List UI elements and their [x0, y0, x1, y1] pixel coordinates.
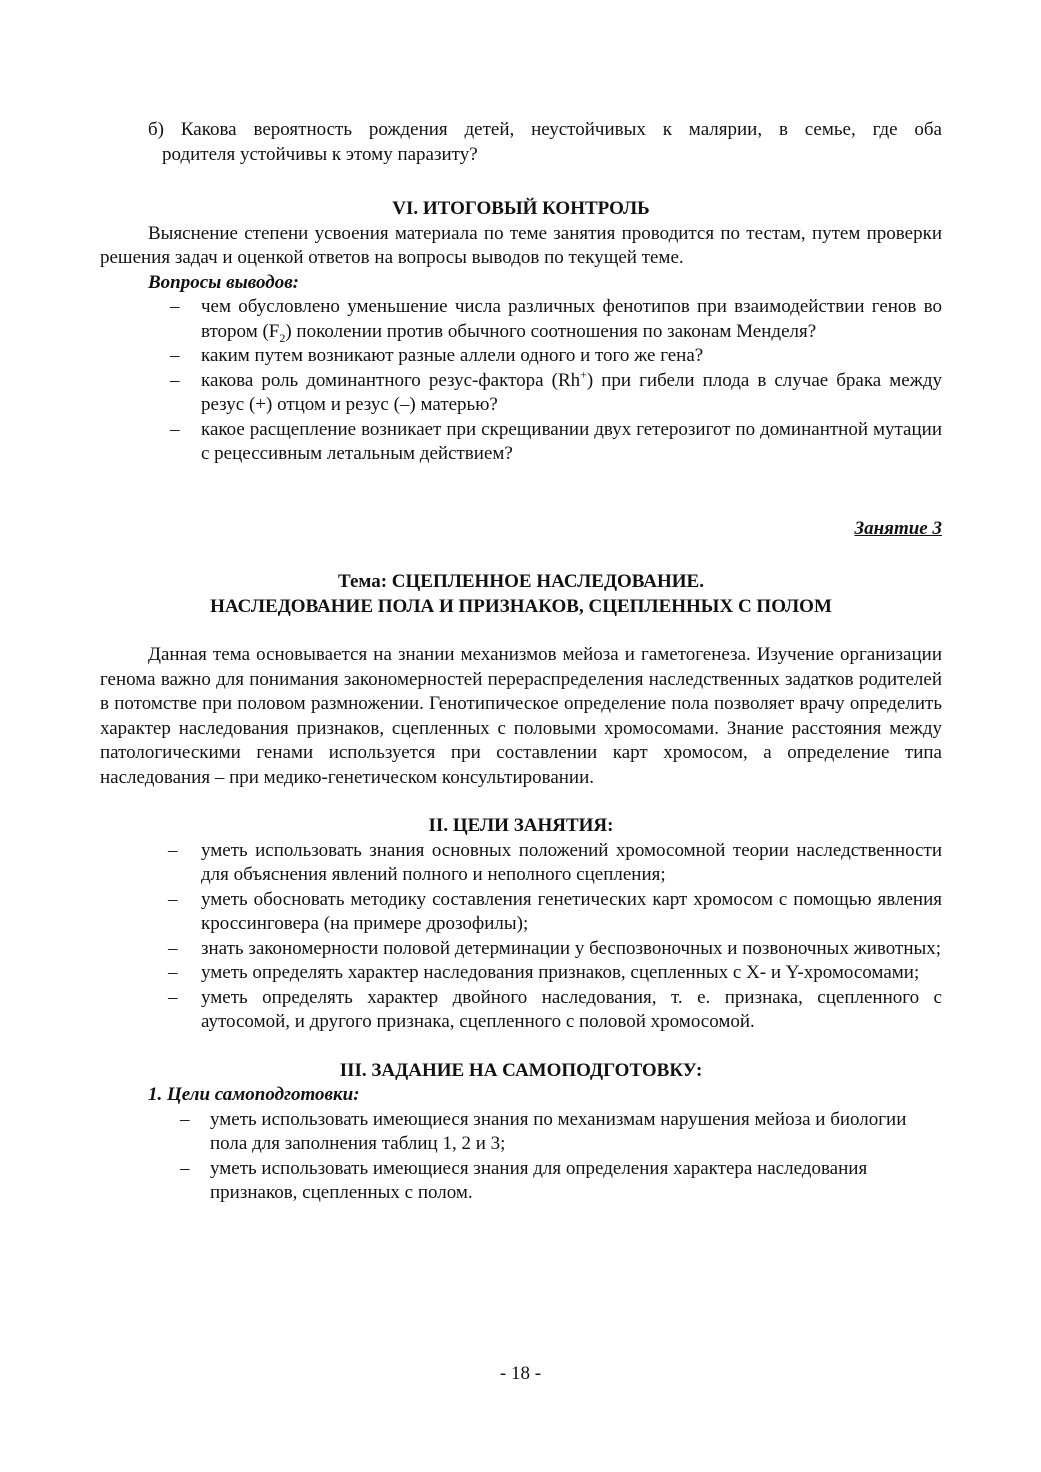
superscript: + [580, 367, 587, 382]
dash-bullet: – [170, 369, 180, 391]
goal-text: уметь определять характер наследования признаков, сцепленных с X- и Y-хромосомами; [201, 962, 920, 983]
list-item [100, 986, 942, 1035]
section6-paragraph: Выяснение степени усвоения материала по теме занятия проводится по тестам, путем проверки решения задач и оценкой ответов на вопросы выводов по текущей теме. [100, 222, 942, 268]
goal-text: уметь использовать знания основных положений хромосомной теории наследственности для объяснения явлений полного и неполного сцепления; [201, 839, 942, 885]
list-item [100, 1157, 942, 1206]
section6-heading: VI. ИТОГОВЫЙ КОНТРОЛЬ [392, 198, 650, 219]
subscript: 2 [279, 330, 286, 345]
dash-bullet: – [168, 962, 178, 983]
list-item [100, 961, 942, 986]
dash-bullet: – [180, 1157, 190, 1179]
question-text-cont: ) при гибели плода в случае брака между резус (+) отцом и резус (–) матерью? [201, 369, 942, 415]
question-b-line1: б) Какова вероятность рождения детей, неустойчивых к малярии, в семье, где оба [148, 119, 942, 140]
lesson-number: Занятие 3 [854, 517, 942, 539]
question-b [100, 118, 942, 167]
dash-bullet: – [168, 937, 178, 959]
dash-bullet: – [168, 839, 178, 861]
list-item [100, 1108, 942, 1157]
question-text-cont: ) поколении против обычного соотношения по законам Менделя? [285, 320, 817, 342]
topic-line1: Тема: СЦЕПЛЕННОЕ НАСЛЕДОВАНИЕ. [338, 571, 704, 592]
document-page [100, 118, 942, 1206]
question-b-line2: родителя устойчивы к этому паразиту? [162, 143, 478, 165]
intro-paragraph: Данная тема основывается на знании механизмов мейоза и гаметогенеза. Изучение организации генома важно для понимания закономерностей перераспределения наследственных задатков родителей в потомстве при половом размножении. Генотипическое определение пола позволяет врачу определить характер наследования признаков, сцепленных с половыми хромосомами. Знание расстояния между патологическими генами используется при составлении карт хромосом, а определение типа наследования – при медико-генетическом консультировании. [100, 644, 942, 788]
dash-bullet: – [168, 888, 178, 910]
questions-list [100, 295, 942, 467]
list-item [100, 937, 942, 962]
question-text: какова роль доминантного резус-фактора (Rh [201, 369, 581, 391]
question-text: чем обусловлено уменьшение числа различных фенотипов при взаимодействии генов во втором (F [201, 296, 942, 342]
goal-text: знать закономерности половой детерминации у беспозвоночных и позвоночных животных; [201, 937, 942, 959]
list-item [100, 369, 942, 418]
section3-subheading: 1. Цели самоподготовки: [148, 1084, 360, 1105]
question-text: каким путем возникают разные аллели одного и того же гена? [201, 345, 704, 366]
list-item [100, 839, 942, 888]
goal-text: уметь использовать имеющиеся знания для определения характера наследования признаков, сцепленных с полом. [210, 1157, 868, 1203]
section3-heading: III. ЗАДАНИЕ НА САМОПОДГОТОВКУ: [339, 1059, 703, 1081]
selfprep-goals-list [100, 1108, 942, 1206]
topic-line2: НАСЛЕДОВАНИЕ ПОЛА И ПРИЗНАКОВ, СЦЕПЛЕННЫХ С ПОЛОМ [210, 595, 832, 617]
question-text: какое расщепление возникает при скрещивании двух гетерозигот по доминантной мутации с рецессивным летальным действием? [201, 418, 942, 464]
questions-title: Вопросы выводов: [148, 271, 300, 293]
list-item [100, 344, 942, 369]
goal-text: уметь определять характер двойного наследования, т. е. признака, сцепленного с аутосомой, и другого признака, сцепленного с половой хромосомой. [201, 986, 942, 1032]
dash-bullet: – [168, 986, 178, 1008]
list-item [100, 418, 942, 467]
goal-text: уметь использовать имеющиеся знания по механизмам нарушения мейоза и биологии пола для заполнения таблиц 1, 2 и 3; [210, 1108, 907, 1154]
dash-bullet: – [170, 345, 180, 366]
page-number: - 18 - [499, 1363, 542, 1384]
list-item [100, 295, 942, 344]
dash-bullet: – [170, 296, 180, 317]
goal-text: уметь обосновать методику составления генетических карт хромосом с помощью явления кроссинговера (на примере дрозофилы); [201, 888, 942, 934]
dash-bullet: – [180, 1108, 190, 1130]
list-item [100, 888, 942, 937]
dash-bullet: – [170, 418, 180, 440]
section2-heading: II. ЦЕЛИ ЗАНЯТИЯ: [428, 815, 614, 836]
goals-list [100, 839, 942, 1035]
